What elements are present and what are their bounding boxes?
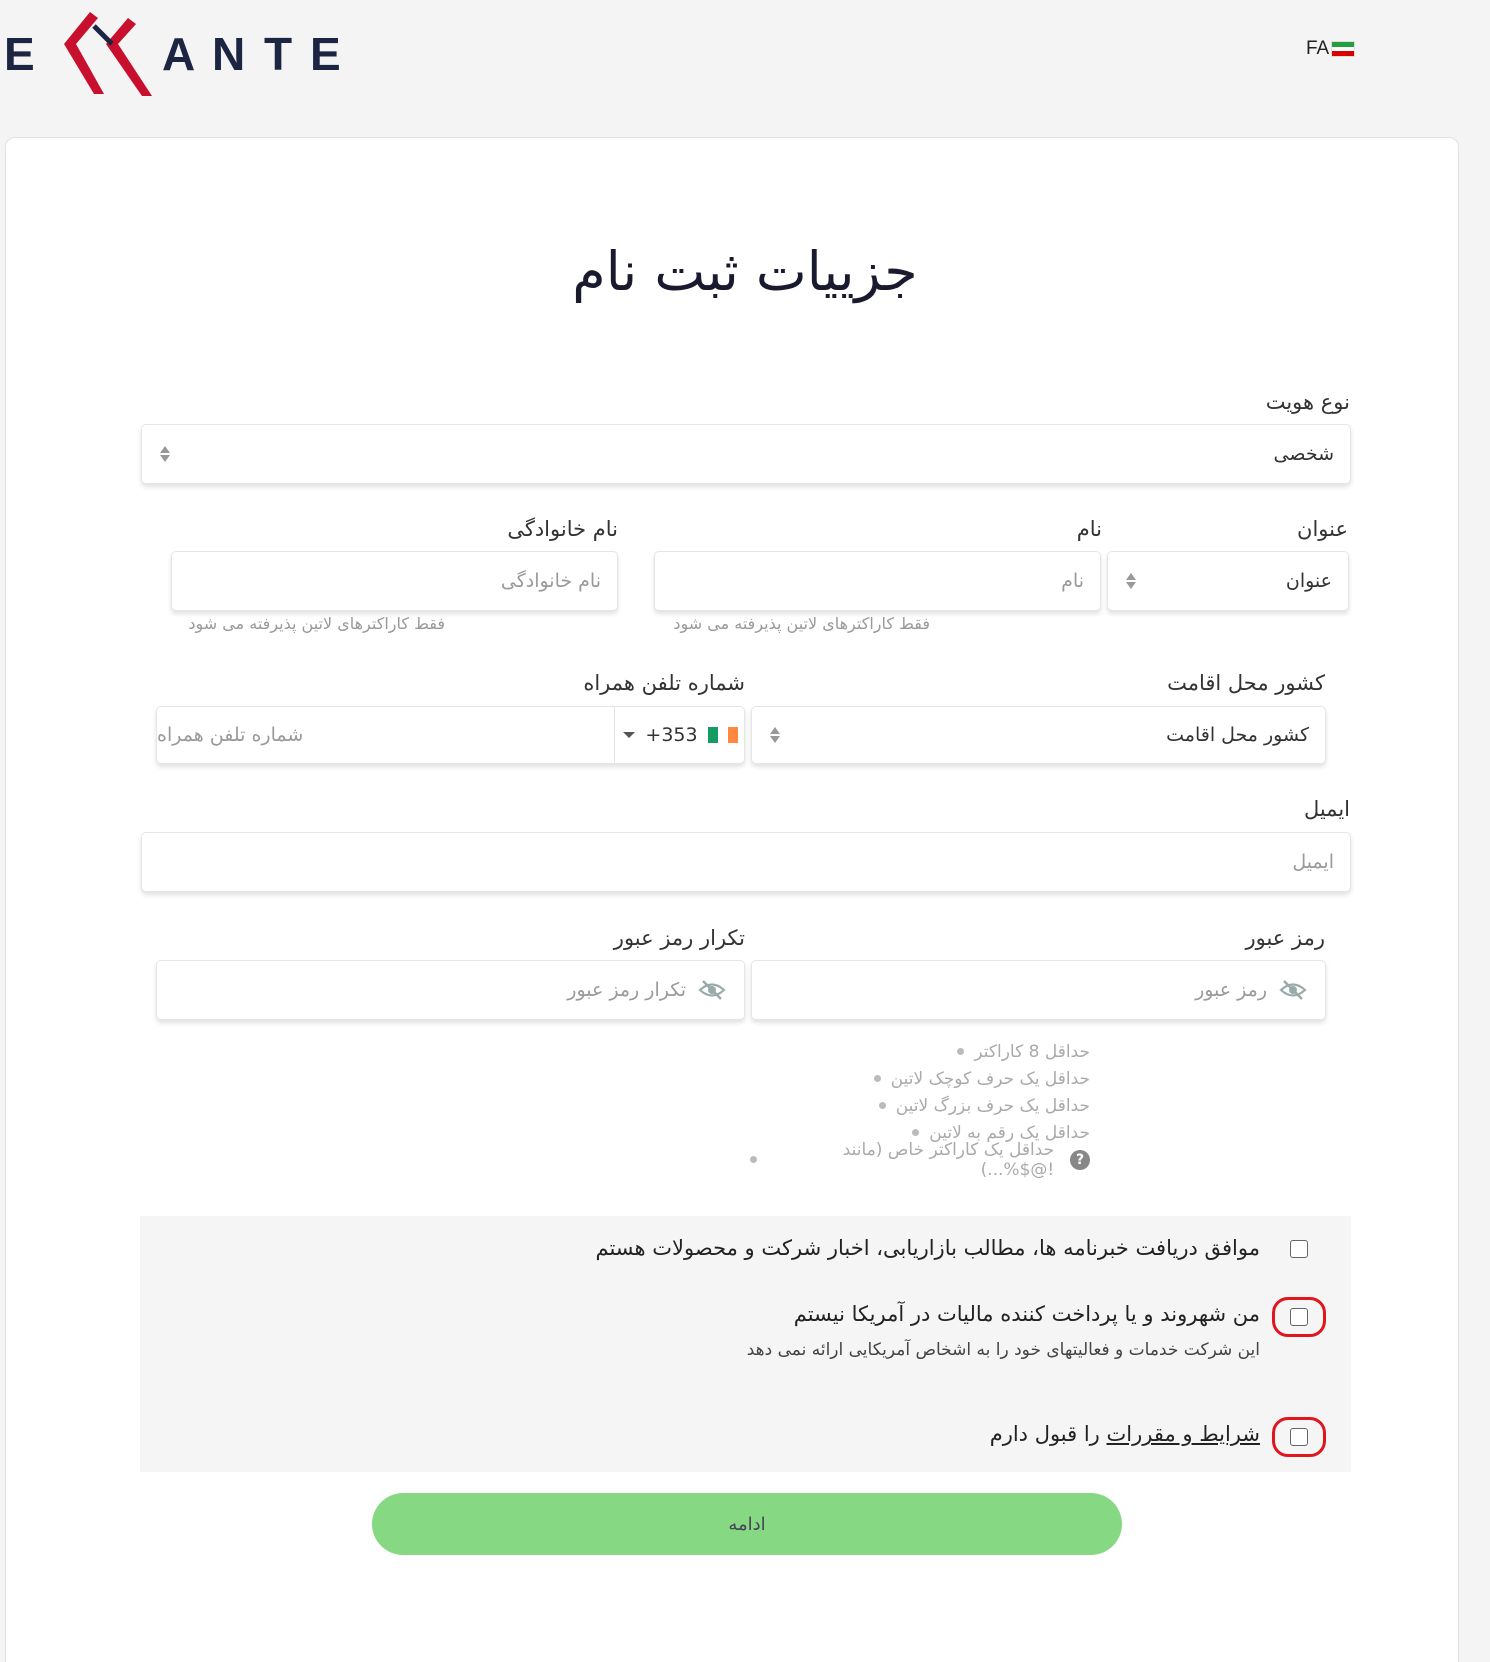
identity-type-select[interactable] [141,424,1351,484]
select-arrows-icon [770,727,780,743]
terms-link[interactable]: شرایط و مقررات [1106,1422,1260,1446]
salutation-select[interactable] [1107,551,1349,611]
password-rule: حداقل یک رقم به لاتین [750,1119,1090,1146]
page-header [0,0,1490,130]
language-selector[interactable] [1306,38,1355,60]
select-arrows-icon [1126,573,1136,589]
us-person-label: من شهروند و یا پرداخت کننده مالیات در آمریکا نیستم [793,1302,1260,1326]
password-input[interactable] [751,960,1326,1020]
bullet-icon [874,1075,881,1082]
email-label: ایمیل [1303,797,1350,821]
first-name-input[interactable] [654,551,1101,611]
password-confirm-placeholder: تکرار رمز عبور [567,979,686,1001]
last-name-hint: فقط کاراکترهای لاتین پذیرفته می شود [188,614,445,633]
password-rule: حداقل یک حرف کوچک لاتین [750,1065,1090,1092]
marketing-checkbox[interactable] [1290,1240,1308,1258]
password-placeholder: رمز عبور [1195,979,1267,1001]
language-label: FA [1306,38,1330,59]
terms-label [700,1422,1260,1446]
bullet-icon [957,1048,964,1055]
password-rules-list [750,1038,1090,1180]
errante-logo[interactable] [2,4,362,100]
identity-type-value: شخصی [1273,443,1334,465]
bullet-icon [750,1156,757,1163]
select-arrows-icon [160,446,170,462]
email-input[interactable] [141,832,1351,892]
country-code-dropdown[interactable] [614,707,746,763]
phone-placeholder: شماره تلفن همراه [157,724,304,746]
password-rule: حداقل 8 کاراکتر [750,1038,1090,1065]
eye-slash-icon[interactable] [1279,979,1307,1001]
svg-text:A: A [162,28,196,80]
first-name-label: نام [1076,517,1102,541]
page-title: جزییات ثبت نام [572,240,918,303]
eye-slash-icon[interactable] [698,979,726,1001]
marketing-consent-label: موافق دریافت خبرنامه ها، مطالب بازاریابی، اخبار شرکت و محصولات هستم [595,1236,1260,1260]
continue-button[interactable]: ادامه [372,1493,1122,1555]
svg-text:N: N [212,28,246,80]
svg-text:E: E [310,28,341,80]
phone-label: شماره تلفن همراه [583,671,745,695]
last-name-input[interactable] [171,551,618,611]
password-confirm-label: تکرار رمز عبور [613,926,745,950]
password-rule: حداقل یک حرف بزرگ لاتین [750,1092,1090,1119]
last-name-label: نام خانوادگی [507,517,618,541]
identity-type-label: نوع هویت [1265,390,1350,414]
password-label: رمز عبور [1245,926,1325,950]
first-name-hint: فقط کاراکترهای لاتین پذیرفته می شود [673,614,930,633]
us-person-checkbox[interactable] [1290,1308,1308,1326]
terms-rest: را قبول دارم [989,1422,1107,1446]
bullet-icon [912,1129,919,1136]
password-confirm-input[interactable] [156,960,745,1020]
ireland-flag-icon [708,727,738,743]
dial-code: +353 [645,724,698,746]
country-select[interactable] [751,706,1326,764]
country-label: کشور محل اقامت [1167,671,1325,695]
salutation-label: عنوان [1297,517,1348,541]
first-name-placeholder: نام [1061,570,1084,592]
svg-text:E: E [4,28,35,80]
svg-text:T: T [264,28,293,80]
terms-checkbox[interactable] [1290,1428,1308,1446]
question-icon[interactable]: ? [1070,1150,1090,1170]
us-person-subtext: این شرکت خدمات و فعالیتهای خود را به اشخاص آمریکایی ارائه نمی دهد [746,1340,1260,1360]
last-name-placeholder: نام خانوادگی [500,570,601,592]
iran-flag-icon [1331,41,1355,57]
email-placeholder: ایمیل [1292,851,1334,873]
salutation-value: عنوان [1285,570,1332,592]
phone-input[interactable] [157,707,614,763]
bullet-icon [879,1102,886,1109]
password-rule: حداقل یک کاراکتر خاص (مانند !@$%...) ? [750,1146,1090,1173]
chevron-down-icon [623,732,635,738]
country-placeholder: کشور محل اقامت [1166,724,1309,746]
phone-field [156,706,745,764]
